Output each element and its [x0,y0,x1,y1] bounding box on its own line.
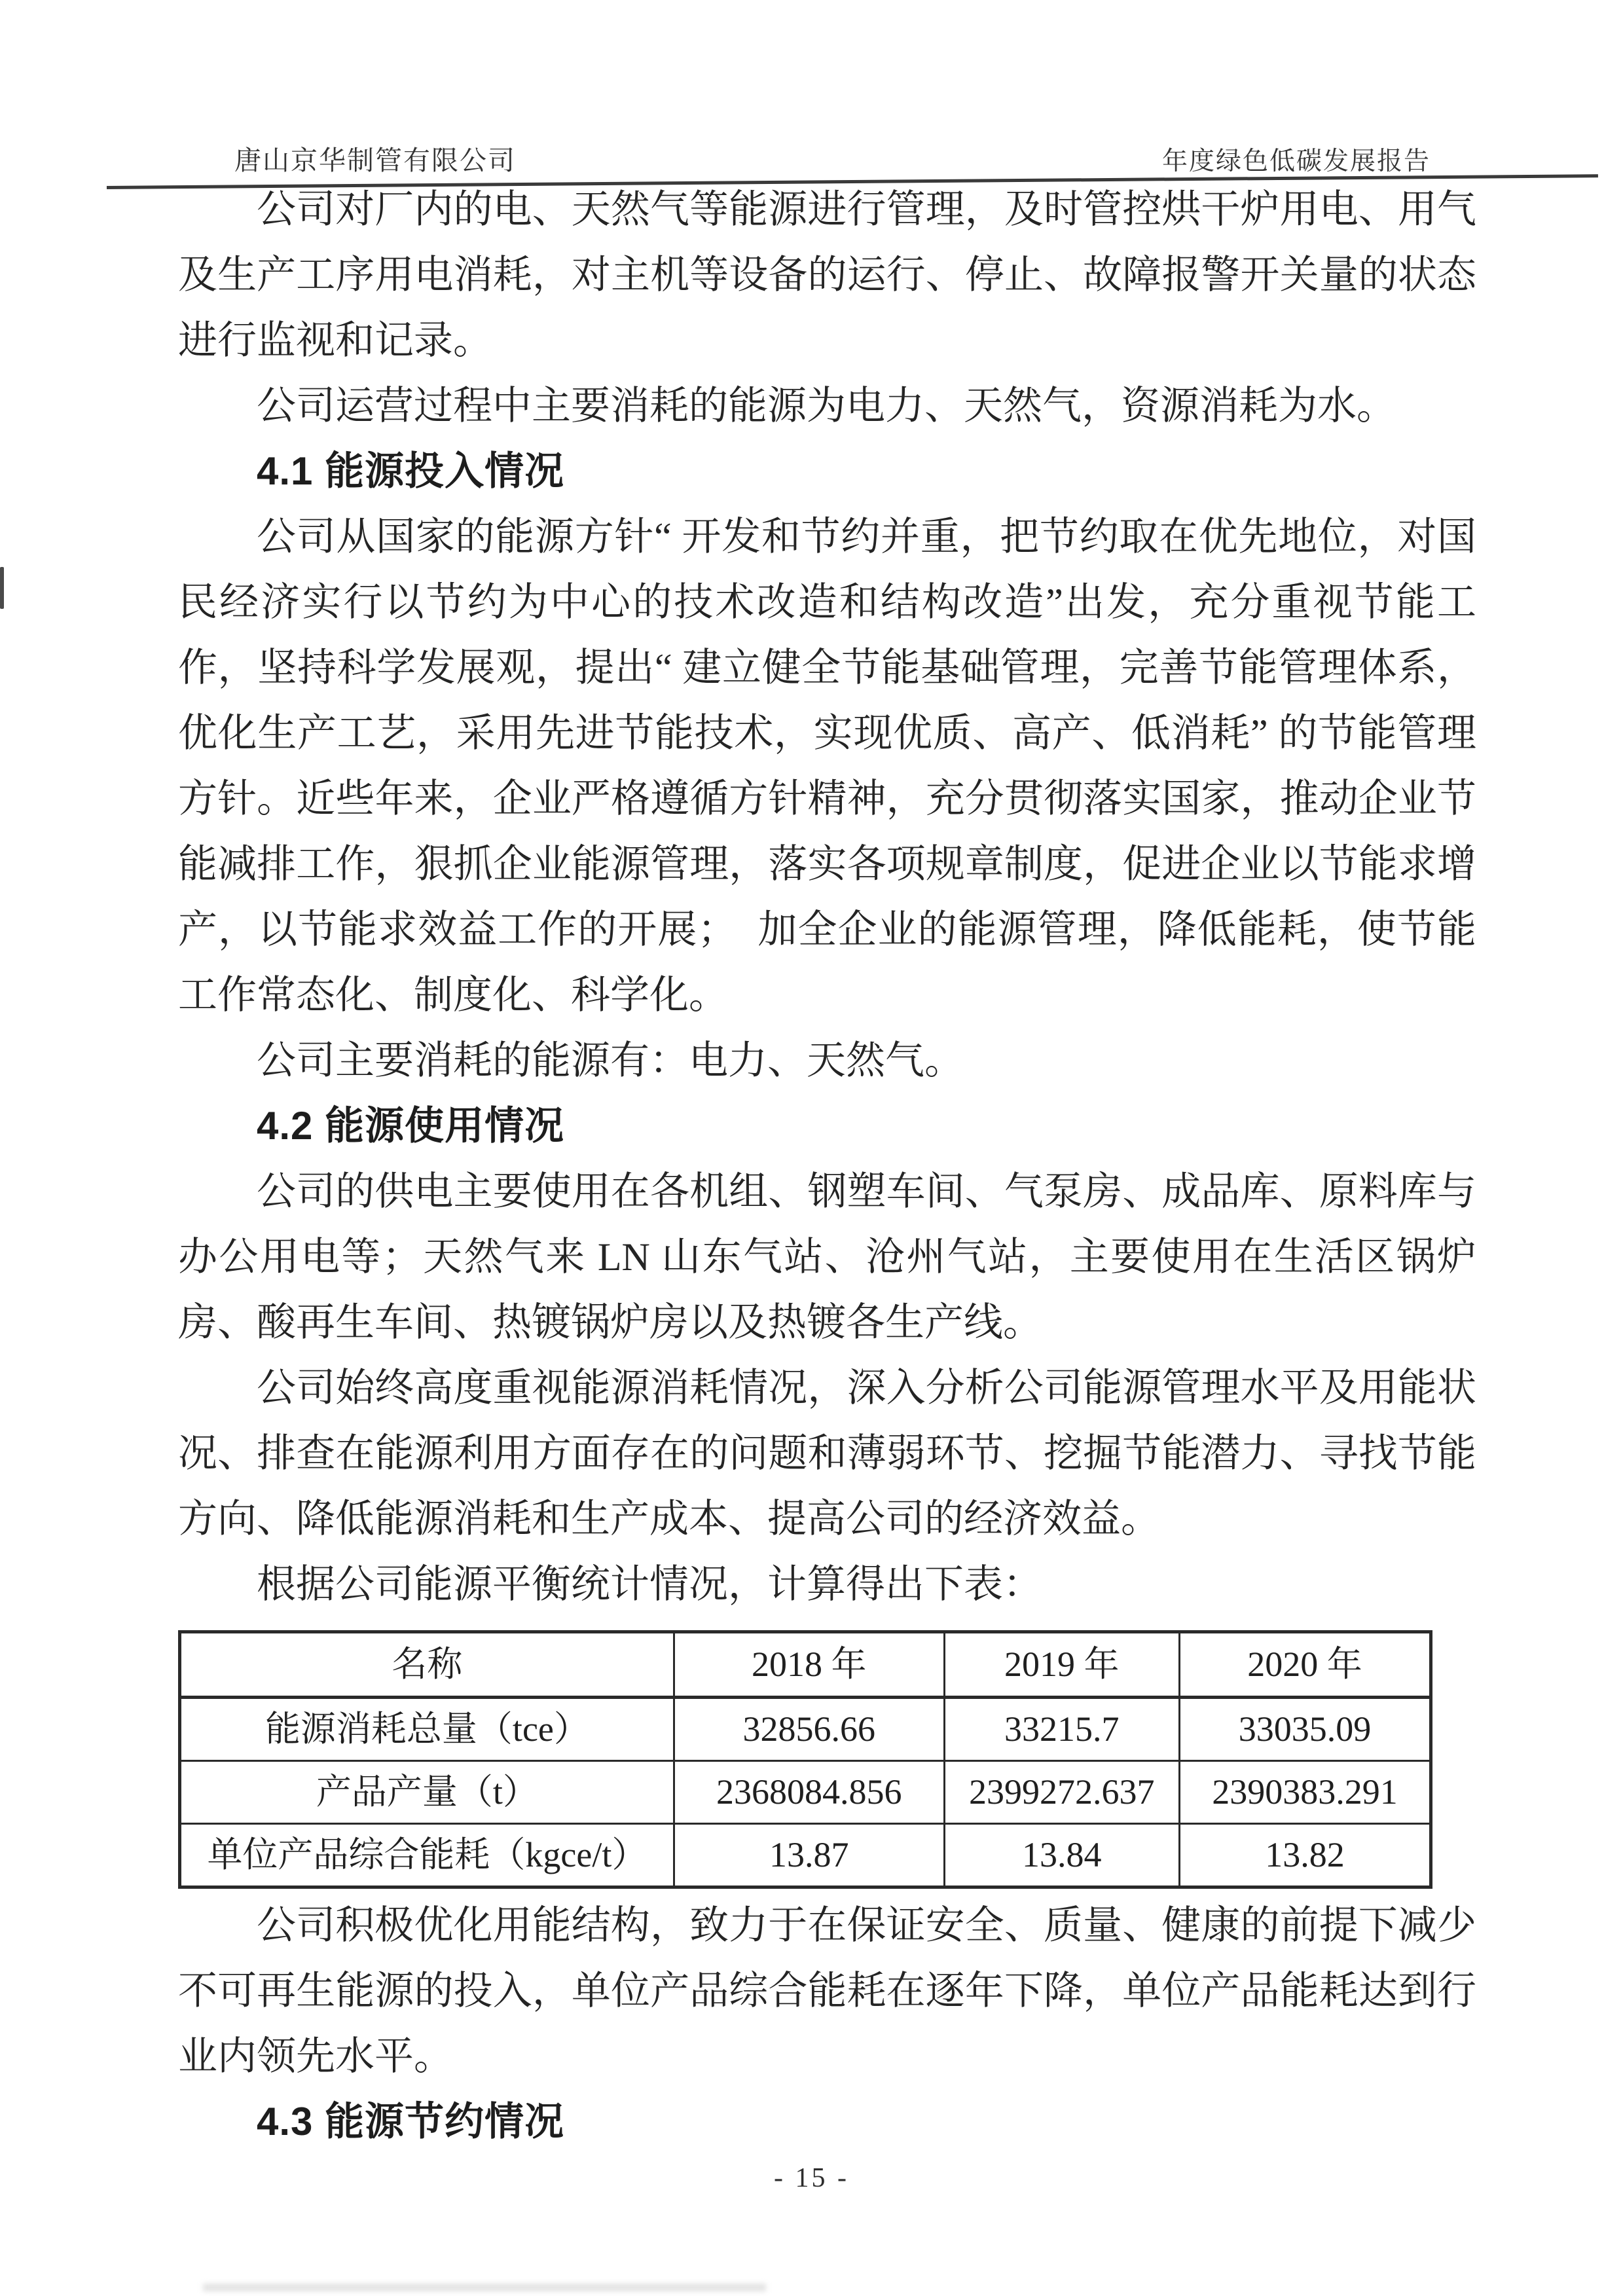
document-body [178,177,1476,2155]
page-header [234,139,1431,177]
table-cell-value: 2368084.856 [674,1761,944,1824]
table-cell-value: 33215.7 [944,1698,1179,1761]
table-header-2019: 2019 年 [944,1632,1179,1698]
section-heading-4-2: 4.2 能源使用情况 [257,1104,565,1148]
paragraph-energy-management: 公司对厂内的电、天然气等能源进行管理，及时管控烘干炉用电、用气及生产工序用电消耗，对主机等设备的运行、停止、故障报警开关量的状态进行监视和记录。 [178,188,1476,362]
table-header-2020: 2020 年 [1179,1632,1431,1698]
table-cell-value: 33035.09 [1179,1698,1431,1761]
table-row-unit-energy [180,1824,1431,1887]
page-number: - 15 - [774,2163,849,2193]
table-cell-value: 32856.66 [674,1698,944,1761]
table-header-name: 名称 [180,1632,674,1698]
paragraph-energy-usage: 公司的供电主要使用在各机组、钢塑车间、气泵房、成品库、原料库与办公用电等；天然气来 LN 山东气站、沧州气站，主要使用在生活区锅炉房、酸再生车间、热镀锅炉房以及热镀各生产线。 [178,1170,1476,1344]
table-cell-value: 2390383.291 [1179,1761,1431,1824]
table-row-total-energy [180,1698,1431,1761]
paragraph-energy-types: 公司运营过程中主要消耗的能源为电力、天然气，资源消耗为水。 [257,384,1396,428]
section-heading-4-3: 4.3 能源节约情况 [257,2100,565,2143]
table-cell-value: 13.82 [1179,1824,1431,1887]
table-cell-row-label: 能源消耗总量（tce） [180,1698,674,1761]
table-cell-value: 2399272.637 [944,1761,1179,1824]
paragraph-energy-policy: 公司从国家的能源方针“ 开发和节约并重，把节约取在优先地位，对国民经济实行以节约为中心的技术改造和结构改造”出发，充分重视节能工作，坚持科学发展观，提出“ 建立健全节能基础管理，完善节能管理体系，优化生产工艺，采用先进节能技术，实现优质、高产、低消耗” 的节能管理方针。近些年来，企业严格遵循方针精神，充分贯彻落实国家，推动企业节能减排工作，狠抓企业能源管理，落实各项规章制度，促进企业以节能求增产，以节能求效益工作的开展； 加全企业的能源管理，降低能耗，使节能工作常态化、制度化、科学化。 [178,515,1476,1017]
paragraph-table-intro: 根据公司能源平衡统计情况，计算得出下表： [257,1563,1042,1606]
header-company-name: 唐山京华制管有限公司 [234,145,516,175]
energy-balance-table [178,1630,1432,1889]
header-report-title: 年度绿色低碳发展报告 [1161,147,1431,175]
table-cell-row-label: 产品产量（t） [180,1761,674,1824]
section-heading-4-1: 4.1 能源投入情况 [257,449,565,493]
scan-artifact-bottom-shadow [203,2284,766,2291]
paragraph-energy-analysis: 公司始终高度重视能源消耗情况，深入分析公司能源管理水平及用能状况、排查在能源利用方面存在的问题和薄弱环节、挖掘节能潜力、寻找节能方向、降低能源消耗和生产成本、提高公司的经济效益。 [178,1366,1476,1540]
table-cell-value: 13.87 [674,1824,944,1887]
paragraph-energy-structure: 公司积极优化用能结构，致力于在保证安全、质量、健康的前提下减少不可再生能源的投入，单位产品综合能耗在逐年下降，单位产品能耗达到行业内领先水平。 [178,1904,1476,2078]
table-header-row [180,1632,1431,1698]
table-cell-value: 13.84 [944,1824,1179,1887]
scan-artifact-left-edge [0,567,4,609]
table-row-product-output [180,1761,1431,1824]
paragraph-main-energy: 公司主要消耗的能源有：电力、天然气。 [257,1039,964,1082]
table-header-2018: 2018 年 [674,1632,944,1698]
table-cell-row-label: 单位产品综合能耗（kgce/t） [180,1824,674,1887]
